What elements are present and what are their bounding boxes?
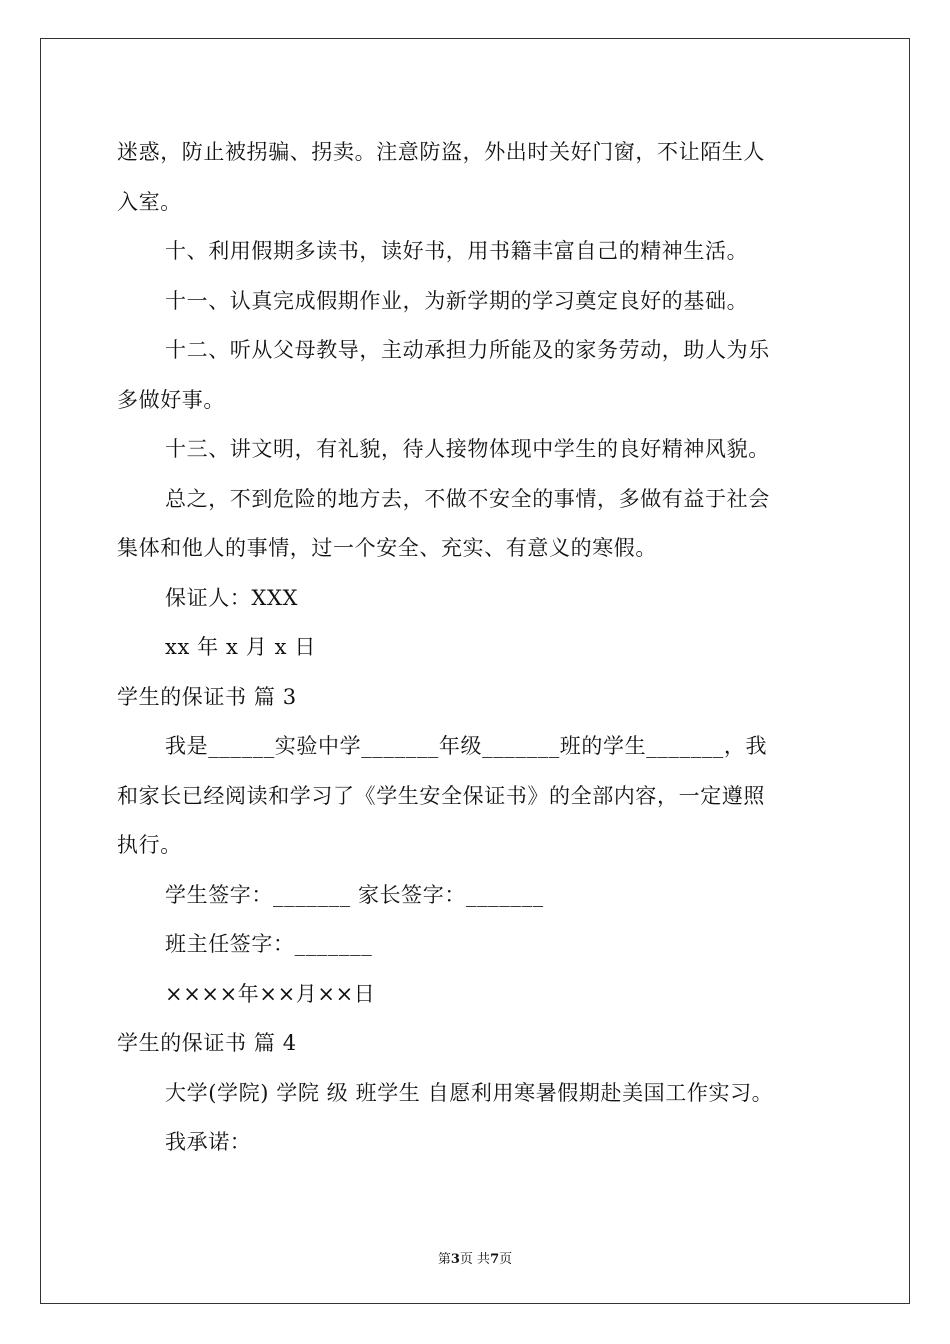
paragraph-line: 十三、讲文明，有礼貌，待人接物体现中学生的良好精神风貌。 xyxy=(165,437,770,461)
paragraph-line: 大学(学院) 学院 级 班学生 自愿利用寒暑假期赴美国工作实习。 xyxy=(165,1080,774,1105)
paragraph-line: 总之，不到危险的地方去，不做不安全的事情，多做有益于社会 xyxy=(165,486,770,511)
page-number-total: 7 xyxy=(490,1252,500,1267)
paragraph-line: 我是______实验中学_______年级_______班的学生_______，我 xyxy=(165,734,768,758)
page-number-prefix: 第 xyxy=(437,1252,451,1267)
paragraph-line: 十、利用假期多读书，读好书，用书籍丰富自己的精神生活。 xyxy=(165,239,749,263)
signature-line: 学生签字：_______ 家长签字：_______ xyxy=(165,882,544,907)
paragraph-line: 十二、听从父母教导，主动承担力所能及的家务劳动，助人为乐 xyxy=(165,338,770,362)
paragraph-line: 迷惑，防止被拐骗、拐卖。注意防盗，外出时关好门窗，不让陌生人 xyxy=(117,140,765,164)
paragraph-line: 十一、认真完成假期作业，为新学期的学习奠定良好的基础。 xyxy=(165,288,749,313)
page-footer xyxy=(0,1248,950,1267)
date-line: xx 年 x 月 x 日 xyxy=(165,635,316,659)
document-body xyxy=(117,128,847,1168)
guarantor-line: 保证人：XXX xyxy=(165,585,299,610)
date-line: ××××年××月××日 xyxy=(165,981,376,1006)
paragraph-line: 多做好事。 xyxy=(117,387,225,412)
paragraph-line: 集体和他人的事情，过一个安全、充实、有意义的寒假。 xyxy=(117,536,657,560)
paragraph-line: 我承诺： xyxy=(165,1130,252,1154)
page-number-current: 3 xyxy=(450,1252,460,1267)
page-number-mid: 页 共 xyxy=(459,1252,491,1267)
section-heading: 学生的保证书 篇 4 xyxy=(117,1031,297,1055)
paragraph-line: 入室。 xyxy=(117,189,182,214)
signature-line: 班主任签字：_______ xyxy=(165,932,373,956)
paragraph-line: 和家长已经阅读和学习了《学生安全保证书》的全部内容，一定遵照 xyxy=(117,783,765,808)
section-heading: 学生的保证书 篇 3 xyxy=(117,684,297,709)
paragraph-line: 执行。 xyxy=(117,833,182,857)
page-number-suffix: 页 xyxy=(499,1252,513,1267)
